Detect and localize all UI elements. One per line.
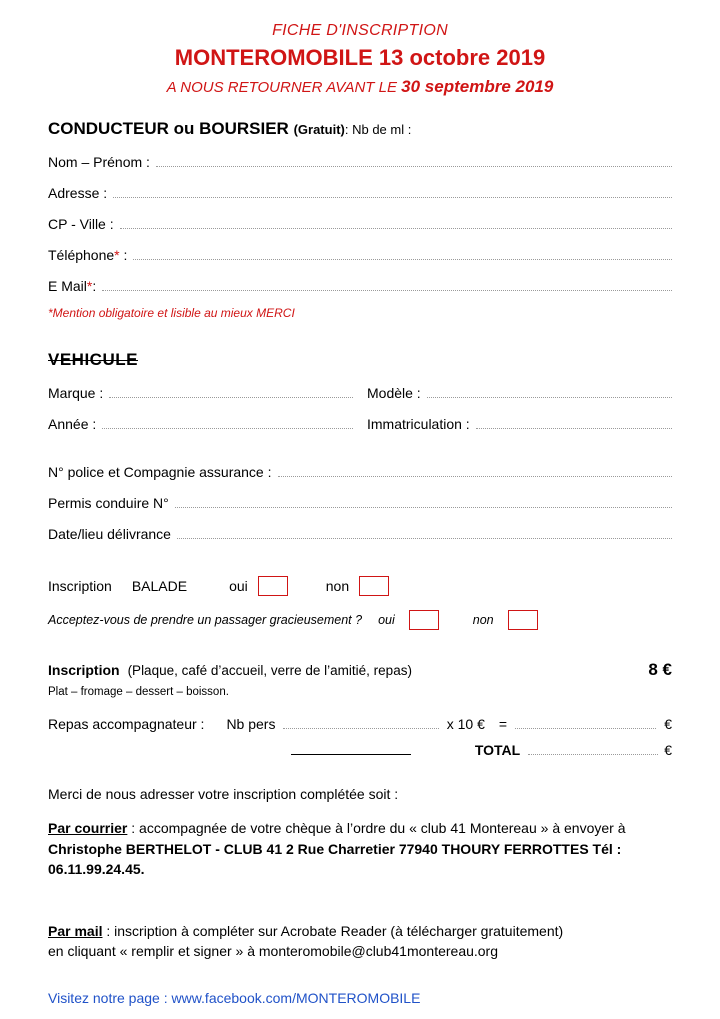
header-deadline-prefix: A NOUS RETOURNER AVANT LE <box>166 79 397 96</box>
label-telephone <box>48 247 127 263</box>
section-title-conducteur-text: CONDUCTEUR ou BOURSIER <box>48 119 289 138</box>
field-telephone[interactable] <box>48 247 672 263</box>
label-passenger-non: non <box>472 613 494 627</box>
field-date-lieu-delivrance[interactable] <box>48 526 672 542</box>
input-date-lieu-delivrance[interactable] <box>177 527 672 539</box>
input-nom-prenom[interactable] <box>156 155 672 167</box>
label-adresse: Adresse : <box>48 185 108 201</box>
required-asterisk-email: * <box>86 278 93 294</box>
label-modele: Modèle : <box>367 385 421 401</box>
label-euro-repas: € <box>664 716 672 732</box>
label-par-courrier: Par courrier <box>48 820 128 837</box>
label-x10-euros: x 10 € <box>446 716 485 732</box>
label-telephone-suffix: : <box>119 247 128 263</box>
label-date-lieu-delivrance: Date/lieu délivrance <box>48 526 171 542</box>
label-permis: Permis conduire N° <box>48 495 169 511</box>
required-note: *Mention obligatoire et lisible au mieux MERCI <box>48 306 295 320</box>
label-email-text: E Mail <box>48 278 87 294</box>
input-annee[interactable] <box>102 417 353 429</box>
input-assurance[interactable] <box>278 465 673 477</box>
field-nom-prenom[interactable] <box>48 154 672 170</box>
label-passenger-question: Acceptez-vous de prendre un passager gracieusement ? <box>48 613 363 627</box>
text-par-courrier-1: : accompagnée de votre chèque à l’ordre du « club 41 Montereau » à envoyer à <box>127 820 626 837</box>
label-inscription-balade: Inscription <box>48 578 112 594</box>
header-subtitle: FICHE D'INSCRIPTION <box>272 22 448 39</box>
section-title-vehicule: VEHICULE <box>48 350 138 369</box>
label-telephone-text: Téléphone <box>48 247 115 263</box>
input-immatriculation[interactable] <box>476 417 672 429</box>
label-email <box>48 278 96 294</box>
text-par-courrier-address: Christophe BERTHELOT - CLUB 41 2 Rue Charretier 77940 THOURY FERROTTES <box>48 840 589 857</box>
input-telephone[interactable] <box>133 248 672 260</box>
input-marque[interactable] <box>109 386 353 398</box>
required-asterisk-telephone: * <box>114 247 120 263</box>
facebook-link[interactable]: Visitez notre page : www.facebook.com/MONTEROMOBILE <box>48 989 421 1006</box>
label-annee: Année : <box>48 416 97 432</box>
closing-par-courrier <box>48 818 672 879</box>
header-event-name: MONTEROMOBILE <box>174 45 373 70</box>
label-inscription-details: (Plaque, café d’accueil, verre de l’amitié, repas) <box>127 663 412 678</box>
label-inscription-price: Inscription <box>48 662 120 678</box>
input-repas-total[interactable] <box>515 717 656 729</box>
vehicule-row-annee-immat <box>48 416 672 432</box>
row-total <box>48 742 672 758</box>
total-rule <box>291 754 411 755</box>
closing-par-mail <box>48 921 672 962</box>
section-gratuit-label: (Gratuit) <box>293 122 345 137</box>
input-adresse[interactable] <box>113 186 672 198</box>
label-nom-prenom: Nom – Prénom : <box>48 154 150 170</box>
field-immatriculation[interactable] <box>367 416 672 432</box>
label-email-suffix: : <box>92 278 97 294</box>
row-inscription-balade <box>48 576 672 596</box>
header-deadline <box>0 77 720 97</box>
header-title <box>0 45 720 71</box>
field-annee[interactable] <box>48 416 367 432</box>
section-title-conducteur <box>48 119 672 139</box>
inscription-form-page <box>0 22 720 1019</box>
label-par-mail: Par mail <box>48 923 103 940</box>
field-adresse[interactable] <box>48 185 672 201</box>
input-cp-ville[interactable] <box>120 217 672 229</box>
label-assurance: N° police et Compagnie assurance : <box>48 464 272 480</box>
checkbox-balade-oui[interactable] <box>258 576 288 596</box>
vehicule-row-marque-modele <box>48 385 672 401</box>
input-nb-pers[interactable] <box>283 717 438 729</box>
input-modele[interactable] <box>427 386 672 398</box>
label-passenger-oui: oui <box>378 613 395 627</box>
row-repas-accompagnateur <box>48 716 672 732</box>
section-nbml-label: : Nb de ml : <box>344 122 412 137</box>
form-header <box>0 22 720 97</box>
label-nb-pers: Nb pers <box>226 716 276 732</box>
field-email[interactable] <box>48 278 672 294</box>
label-immatriculation: Immatriculation : <box>367 416 470 432</box>
label-repas-accompagnateur: Repas accompagnateur : <box>48 716 205 732</box>
field-assurance[interactable] <box>48 464 672 480</box>
label-total: TOTAL <box>474 742 521 758</box>
checkbox-passenger-non[interactable] <box>508 610 538 630</box>
checkbox-passenger-oui[interactable] <box>409 610 439 630</box>
input-total[interactable] <box>528 743 658 755</box>
field-cp-ville[interactable] <box>48 216 672 232</box>
field-modele[interactable] <box>367 385 672 401</box>
text-par-mail-2: en cliquant « remplir et signer » à monteromobile@club41montereau.org <box>48 943 499 960</box>
row-passenger-question <box>48 610 672 630</box>
label-balade-non: non <box>325 578 350 594</box>
label-balade-oui: oui <box>229 578 248 594</box>
inscription-amount: 8 € <box>648 660 672 679</box>
label-marque: Marque : <box>48 385 104 401</box>
header-event-date: 13 octobre 2019 <box>378 45 546 70</box>
input-email[interactable] <box>102 279 672 291</box>
form-content <box>48 119 672 1006</box>
label-cp-ville: CP - Ville : <box>48 216 114 232</box>
field-marque[interactable] <box>48 385 367 401</box>
header-deadline-date: 30 septembre 2019 <box>401 77 554 96</box>
label-euro-total: € <box>664 742 672 758</box>
input-permis[interactable] <box>175 496 672 508</box>
label-equals: = <box>498 716 508 732</box>
label-menu-details: Plat – fromage – dessert – boisson. <box>48 686 229 698</box>
closing-intro: Merci de nous adresser votre inscription complétée soit : <box>48 786 399 802</box>
section-vehicule <box>48 350 672 370</box>
text-par-courrier-phone: Tél : 06.11.99.24.45. <box>48 840 622 877</box>
row-inscription-price <box>48 660 672 680</box>
checkbox-balade-non[interactable] <box>359 576 389 596</box>
field-permis[interactable] <box>48 495 672 511</box>
text-par-mail-1: : inscription à compléter sur Acrobate Reader (à télécharger gratuitement) <box>102 923 564 940</box>
label-balade: BALADE <box>131 578 188 594</box>
